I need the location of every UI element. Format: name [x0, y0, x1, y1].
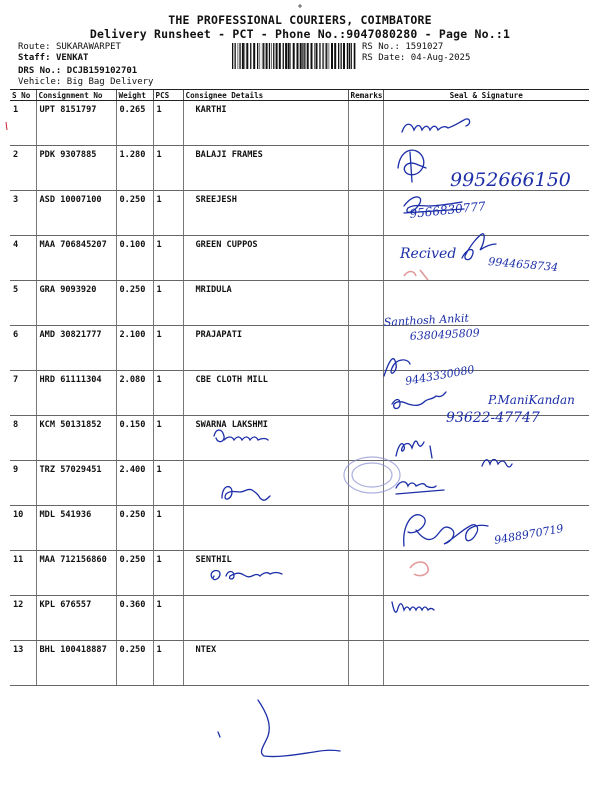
barcode-bar: [314, 43, 315, 69]
cell-consignment-no: AMD 30821777: [36, 326, 116, 371]
cell-consignment-no: GRA 9093920: [36, 281, 116, 326]
handwritten-note-row-4: Recived: [400, 246, 457, 262]
cell-consignment-no: BHL 100418887: [36, 641, 116, 686]
cell-weight: 0.250: [116, 641, 153, 686]
cell-sno: 1: [10, 101, 36, 146]
handwritten-phone-row-8: 93622-47747: [446, 410, 540, 426]
cell-remarks: [348, 101, 383, 146]
barcode-bar: [349, 43, 350, 69]
cell-weight: 0.250: [116, 506, 153, 551]
barcode-bar: [260, 43, 261, 69]
table-row: [10, 191, 589, 236]
barcode-bar: [232, 43, 233, 69]
table-row: [10, 146, 589, 191]
staff-label: Staff:: [18, 53, 51, 63]
cell-consignee: KARTHI: [183, 101, 348, 146]
cell-weight: 1.280: [116, 146, 153, 191]
barcode-bar: [271, 43, 272, 69]
cell-consignee: MRIDULA: [183, 281, 348, 326]
table-row: [10, 551, 589, 596]
cell-weight: 0.250: [116, 551, 153, 596]
table-row: [10, 326, 589, 371]
rs-date-line: [362, 53, 470, 63]
barcode-bar: [245, 43, 246, 69]
barcode-bar: [341, 43, 342, 69]
barcode-bar: [307, 43, 309, 69]
barcode-bar: [290, 43, 291, 69]
cell-consignment-no: MAA 712156860: [36, 551, 116, 596]
route-line: [18, 42, 121, 52]
cell-pcs: 1: [153, 101, 183, 146]
barcode-bar: [288, 43, 290, 69]
cell-weight: 2.100: [116, 326, 153, 371]
col-header-consignee: Consignee Details: [183, 90, 348, 101]
barcode-bar: [293, 43, 295, 69]
cell-weight: 0.150: [116, 416, 153, 461]
cell-remarks: [348, 506, 383, 551]
staff-line: [18, 53, 88, 63]
cell-consignee: NTEX: [183, 641, 348, 686]
barcode-bar: [257, 43, 258, 69]
barcode-bar: [331, 43, 333, 69]
table-row: [10, 236, 589, 281]
rs-no-line: [362, 42, 443, 52]
cell-sno: 8: [10, 416, 36, 461]
company-title: THE PROFESSIONAL COURIERS, COIMBATORE: [168, 13, 432, 27]
cell-consignee: BALAJI FRAMES: [183, 146, 348, 191]
barcode-bar: [311, 43, 313, 69]
barcode-image: [232, 43, 356, 69]
col-header-signature: Seal & Signature: [383, 90, 589, 101]
cell-consignee: GREEN CUPPOS: [183, 236, 348, 281]
cell-pcs: 1: [153, 236, 183, 281]
rs-date-value: 04-Aug-2025: [410, 53, 471, 63]
cell-seal-signature: [383, 371, 589, 416]
cell-remarks: [348, 191, 383, 236]
cell-remarks: [348, 326, 383, 371]
barcode-bar: [263, 43, 264, 69]
cell-remarks: [348, 641, 383, 686]
handwritten-phone-row-2: 9952666150: [450, 169, 571, 191]
drs-label: DRS No.:: [18, 66, 62, 76]
cell-pcs: 1: [153, 461, 183, 506]
handwritten-phone-row-4: 9944658734: [487, 255, 559, 275]
cell-sno: 6: [10, 326, 36, 371]
cell-weight: 2.400: [116, 461, 153, 506]
cell-seal-signature: [383, 146, 589, 191]
handwritten-name-row-8: P.ManiKandan: [488, 393, 575, 407]
barcode-bar: [279, 43, 281, 69]
barcode-bar: [285, 43, 287, 69]
cell-weight: 0.265: [116, 101, 153, 146]
handwritten-phone-row-11: 9488970719: [493, 521, 565, 547]
cell-seal-signature: [383, 551, 589, 596]
barcode-bar: [334, 43, 336, 69]
cell-sno: 10: [10, 506, 36, 551]
cell-seal-signature: [383, 641, 589, 686]
cell-consignee: CBE CLOTH MILL: [183, 371, 348, 416]
cell-consignment-no: ASD 10007100: [36, 191, 116, 236]
drs-line: [18, 66, 137, 76]
barcode-bar: [276, 43, 278, 69]
runsheet-table: [10, 89, 589, 686]
table-row: [10, 371, 589, 416]
handwritten-name-row-6: Santhosh Ankit: [383, 311, 470, 329]
cell-sno: 11: [10, 551, 36, 596]
cell-consignment-no: MAA 706845207: [36, 236, 116, 281]
barcode-bar: [343, 43, 345, 69]
table-row: [10, 101, 589, 146]
col-header-consignment: Consignment No: [36, 90, 116, 101]
handwritten-phone-row-7: 9443330080: [404, 362, 476, 388]
runsheet-subtitle: Delivery Runsheet - PCT - Phone No.:9047080280 - Page No.:1: [89, 27, 511, 41]
handwritten-phone-row-3: 9566830777: [408, 199, 487, 221]
barcode-bar: [239, 43, 240, 69]
cell-remarks: [348, 146, 383, 191]
cell-seal-signature: [383, 191, 589, 236]
table-header-row: [10, 90, 589, 101]
cell-pcs: 1: [153, 551, 183, 596]
cell-pcs: 1: [153, 641, 183, 686]
vehicle-value: Big Bag Delivery: [66, 77, 154, 87]
barcode-bar: [304, 43, 305, 69]
cell-seal-signature: [383, 506, 589, 551]
barcode-bar: [300, 43, 302, 69]
cell-consignee: SREEJESH: [183, 191, 348, 236]
barcode-bar: [329, 43, 330, 69]
margin-tick: [6, 122, 7, 130]
barcode-bar: [338, 43, 339, 69]
cell-consignment-no: TRZ 57029451: [36, 461, 116, 506]
stray-pen-tick: [218, 732, 220, 737]
cell-consignment-no: MDL 541936: [36, 506, 116, 551]
table-row: [10, 596, 589, 641]
cell-consignee: SWARNA LAKSHMI: [183, 416, 348, 461]
cell-pcs: 1: [153, 281, 183, 326]
cell-seal-signature: [383, 596, 589, 641]
cell-consignee: SENTHIL: [183, 551, 348, 596]
rs-no-label: RS No.:: [362, 42, 400, 52]
cell-pcs: 1: [153, 506, 183, 551]
cell-consignment-no: KCM 50131852: [36, 416, 116, 461]
cell-pcs: 1: [153, 596, 183, 641]
barcode-bar: [269, 43, 270, 69]
cell-consignee: [183, 506, 348, 551]
cell-pcs: 1: [153, 371, 183, 416]
drs-value: DCJB159102701: [66, 66, 138, 76]
barcode-bar: [235, 43, 236, 69]
cell-remarks: [348, 551, 383, 596]
barcode-bar: [302, 43, 303, 69]
cell-remarks: [348, 461, 383, 506]
cell-sno: 9: [10, 461, 36, 506]
cell-remarks: [348, 281, 383, 326]
top-mark: [298, 4, 302, 8]
cell-remarks: [348, 596, 383, 641]
barcode-bar: [326, 43, 327, 69]
rs-no-value: 1591027: [405, 42, 444, 52]
barcode-bar: [273, 43, 274, 69]
cell-sno: 7: [10, 371, 36, 416]
barcode-bar: [250, 43, 251, 69]
cell-consignment-no: KPL 676557: [36, 596, 116, 641]
barcode-bar: [325, 43, 326, 69]
cell-weight: 0.360: [116, 596, 153, 641]
barcode-bar: [347, 43, 348, 69]
cell-sno: 12: [10, 596, 36, 641]
barcode-bar: [322, 43, 323, 69]
col-header-sno: S No: [10, 90, 36, 101]
barcode-bar: [266, 43, 268, 69]
rs-date-label: RS Date:: [362, 53, 406, 63]
cell-consignee: [183, 596, 348, 641]
cell-pcs: 1: [153, 416, 183, 461]
col-header-remarks: Remarks: [348, 90, 383, 101]
barcode-bar: [262, 43, 263, 69]
barcode-bar: [316, 43, 318, 69]
stray-pen-stroke: [258, 700, 340, 757]
cell-sno: 2: [10, 146, 36, 191]
table-row: [10, 416, 589, 461]
cell-seal-signature: [383, 281, 589, 326]
table-row: [10, 461, 589, 506]
barcode-bar: [354, 43, 355, 69]
cell-remarks: [348, 371, 383, 416]
cell-sno: 4: [10, 236, 36, 281]
cell-seal-signature: [383, 461, 589, 506]
cell-seal-signature: [383, 416, 589, 461]
cell-weight: 2.080: [116, 371, 153, 416]
table-row: [10, 281, 589, 326]
barcode-bar: [253, 43, 255, 69]
cell-sno: 3: [10, 191, 36, 236]
cell-seal-signature: [383, 101, 589, 146]
cell-consignee: PRAJAPATI: [183, 326, 348, 371]
barcode-bar: [351, 43, 352, 69]
barcode-bar: [246, 43, 248, 69]
staff-value: VENKAT: [55, 53, 89, 63]
table-row: [10, 506, 589, 551]
cell-remarks: [348, 236, 383, 281]
route-label: Route:: [18, 42, 51, 52]
cell-sno: 13: [10, 641, 36, 686]
cell-consignee: [183, 461, 348, 506]
barcode-bar: [242, 43, 244, 69]
cell-consignment-no: PDK 9307885: [36, 146, 116, 191]
col-header-weight: Weight: [116, 90, 153, 101]
cell-consignment-no: HRD 61111304: [36, 371, 116, 416]
cell-consignment-no: UPT 8151797: [36, 101, 116, 146]
cell-sno: 5: [10, 281, 36, 326]
cell-weight: 0.250: [116, 191, 153, 236]
barcode-bar: [238, 43, 239, 69]
cell-remarks: [348, 416, 383, 461]
cell-weight: 0.250: [116, 281, 153, 326]
handwritten-phone-row-6: 6380495809: [409, 326, 481, 343]
col-header-pcs: PCS: [153, 90, 183, 101]
cell-pcs: 1: [153, 191, 183, 236]
vehicle-label: Vehicle:: [18, 77, 62, 87]
cell-pcs: 1: [153, 326, 183, 371]
barcode-bar: [283, 43, 284, 69]
table-row: [10, 641, 589, 686]
cell-pcs: 1: [153, 146, 183, 191]
cell-seal-signature: [383, 326, 589, 371]
cell-weight: 0.100: [116, 236, 153, 281]
vehicle-line: [18, 77, 153, 87]
cell-seal-signature: [383, 236, 589, 281]
route-value: SUKARAWARPET: [55, 42, 121, 52]
barcode-bar: [297, 43, 299, 69]
barcode-bar: [319, 43, 320, 69]
